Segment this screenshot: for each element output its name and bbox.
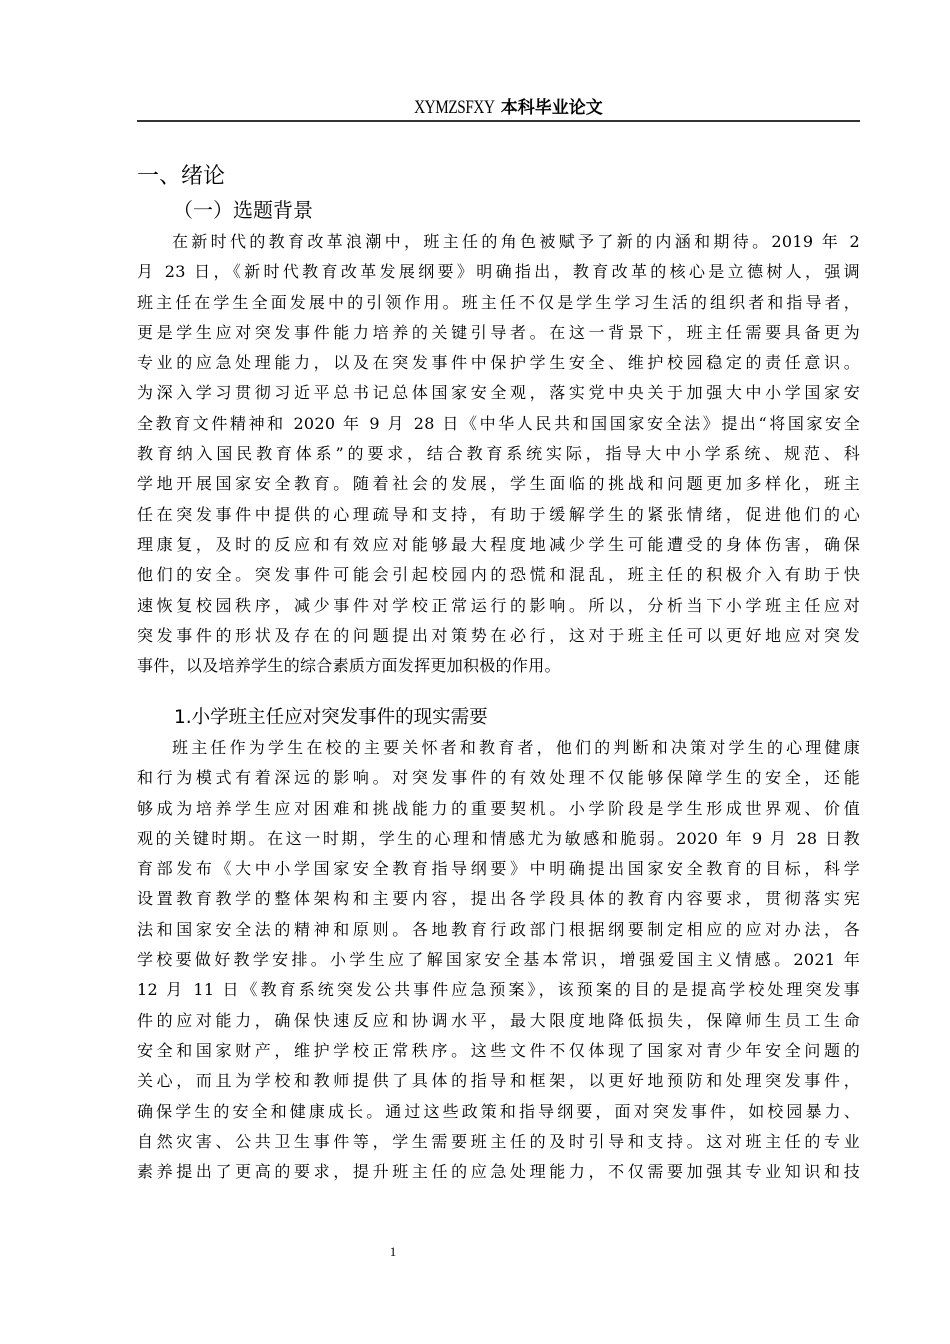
page-number: 1 (389, 1244, 397, 1259)
section-heading: （一）选题背景 (173, 198, 313, 222)
running-header (137, 96, 860, 119)
text-line: 安全和国家财产，维护学校正常秩序。这些文件不仅体现了国家对青少年安全问题的 (137, 1040, 860, 1060)
text-line: 设置教育教学的整体架构和主要内容，提出各学段具体的教育内容要求，贯彻落实宪 (137, 889, 860, 909)
text-line: 素养提出了更高的要求，提升班主任的应急处理能力，不仅需要加强其专业知识和技 (137, 1162, 860, 1182)
header-thesis-title: 本科毕业论文 (500, 98, 603, 118)
text-line: 任在突发事件中提供的心理疏导和支持，有助于缓解学生的紧张情绪，促进他们的心 (137, 504, 860, 524)
text-line: 确保学生的安全和健康成长。通过这些政策和指导纲要，面对突发事件，如校园暴力、 (137, 1101, 860, 1121)
text-line: 件的应对能力，确保快速反应和协调水平，最大限度地降低损失，保障师生员工生命 (137, 1010, 860, 1030)
text-line: 他们的安全。突发事件可能会引起校园内的恐慌和混乱，班主任的积极介入有助于快 (137, 565, 860, 585)
text-line: 和行为模式有着深远的影响。对突发事件的有效处理不仅能够保障学生的安全，还能 (137, 768, 860, 788)
text-line: 法和国家安全法的精神和原则。各地教育行政部门根据纲要制定相应的应对办法，各 (137, 919, 860, 939)
text-line: 育部发布《大中小学国家安全教育指导纲要》中明确提出国家安全教育的目标，科学 (137, 859, 860, 879)
text-line: 更是学生应对突发事件能力培养的关键引导者。在这一背景下，班主任需要具备更为 (137, 322, 860, 342)
text-line: 在新时代的教育改革浪潮中，班主任的角色被赋予了新的内涵和期待。2019 年 2 (172, 232, 860, 251)
text-line: 12 月 11 日《教育系统突发公共事件应急预案》，该预案的目的是提高学校处理突发事 (137, 980, 860, 1000)
text-line: 够成为培养学生应对困难和挑战能力的重要契机。小学阶段是学生形成世界观、价值 (137, 798, 860, 818)
text-line: 专业的应急处理能力，以及在突发事件中保护学生安全、维护校园稳定的责任意识。 (137, 353, 860, 373)
text-line: 全教育文件精神和 2020 年 9 月 28 日《中华人民共和国国家安全法》提出“将国家安全 (137, 413, 860, 433)
text-line: 观的关键时期。在这一时期，学生的心理和情感尤为敏感和脆弱。2020 年 9 月 28 日教 (137, 828, 860, 848)
text-line: 学地开展国家安全教育。随着社会的发展，学生面临的挑战和问题更加多样化，班主 (137, 474, 860, 494)
text-line: 速恢复校园秩序，减少事件对学校正常运行的影响。所以，分析当下小学班主任应对 (137, 595, 860, 615)
text-line: 教育纳入国民教育体系”的要求，结合教育系统实际，指导大中小学系统、规范、科 (137, 444, 860, 464)
paragraph-practical-needs (137, 733, 860, 1187)
text-line: 事件，以及培养学生的综合素质方面发挥更加积极的作用。 (137, 656, 561, 676)
header-school-code: XYMZSFXY (414, 97, 495, 118)
text-line: 班主任在学生全面发展中的引领作用。班主任不仅是学生学习生活的组织者和指导者， (137, 292, 860, 312)
text-line: 月 23 日，《新时代教育改革发展纲要》明确指出，教育改革的核心是立德树人，强调 (137, 262, 860, 282)
subsection-heading: 1.小学班主任应对突发事件的现实需要 (174, 707, 488, 728)
text-line: 班主任作为学生在校的主要关怀者和教育者，他们的判断和决策对学生的心理健康 (172, 738, 860, 757)
text-line: 关心，而且为学校和教师提供了具体的指导和框架，以更好地预防和处理突发事件， (137, 1071, 860, 1091)
text-line: 理康复，及时的反应和有效应对能够最大程度地减少学生可能遭受的身体伤害，确保 (137, 534, 860, 554)
text-line: 自然灾害、公共卫生事件等，学生需要班主任的及时引导和支持。这对班主任的专业 (137, 1131, 860, 1151)
text-line: 突发事件的形状及存在的问题提出对策势在必行，这对于班主任可以更好地应对突发 (137, 625, 860, 645)
chapter-heading: 一、绪论 (137, 164, 226, 189)
text-line: 为深入学习贯彻习近平总书记总体国家安全观，落实党中央关于加强大中小学国家安 (137, 383, 860, 403)
text-line: 学校要做好教学安排。小学生应了解国家安全基本常识，增强爱国主义情感。2021 年 (137, 950, 860, 970)
paragraph-background (137, 227, 860, 681)
header-rule (137, 120, 860, 122)
